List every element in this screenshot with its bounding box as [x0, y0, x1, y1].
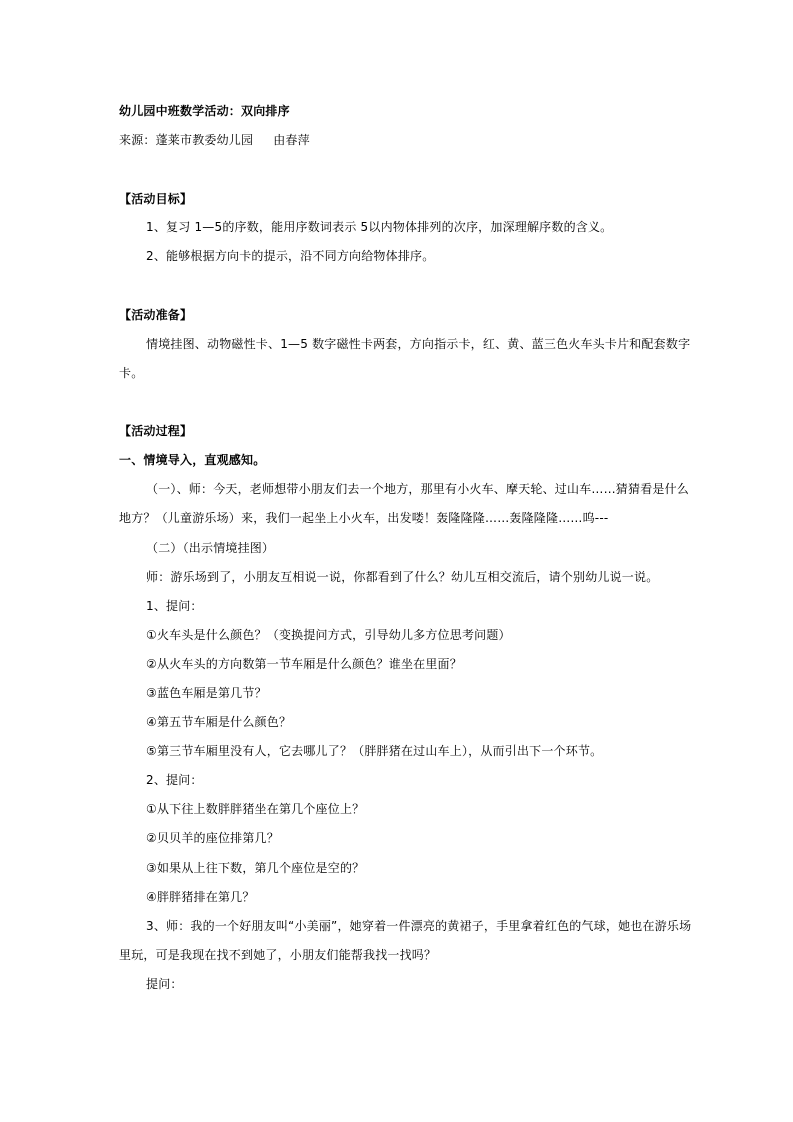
- goal-item-2: 2、能够根据方向卡的提示，沿不同方向给物体排序。: [146, 249, 435, 263]
- prep-heading: 【活动准备】: [119, 308, 193, 322]
- prep-line-2: 卡。: [119, 366, 144, 380]
- question-1-4: ④第五节车厢是什么颜色？: [146, 715, 292, 729]
- goal-item-1: 1、复习 1—5的序数，能用序数词表示 5以内物体排列的次序，加深理解序数的含义。: [146, 220, 613, 234]
- question-1-5: ⑤第三节车厢里没有人，它去哪儿了？（胖胖猪在过山车上），从而引出下一个环节。: [146, 744, 603, 758]
- question-2-4: ④胖胖猪排在第几？: [146, 890, 255, 904]
- teacher-line-1: 师：游乐场到了，小朋友互相说一说，你都看到了什么？幼儿互相交流后，请个别幼儿说一说。: [146, 570, 659, 584]
- friend-line-1: 3、师：我的一个好朋友叫“小美丽”，她穿着一件漂亮的黄裙子，手里拿着红色的气球，她也在游乐场: [146, 919, 692, 933]
- source-line: [119, 132, 310, 148]
- question-2-1: ①从下往上数胖胖猪坐在第几个座位上？: [146, 802, 365, 816]
- friend-line-2: 里玩，可是我现在找不到她了，小朋友们能帮我找一找吗？: [119, 948, 437, 962]
- intro-line-2: 地方？（儿童游乐场）来，我们一起坐上小火车，出发喽！轰隆隆隆……轰隆隆隆……呜---: [119, 511, 609, 525]
- source-label: 来源：蓬莱市教委幼儿园: [119, 133, 254, 147]
- question-heading-1: 1、提问：: [146, 599, 203, 613]
- question-1-1: ①火车头是什么颜色？（变换提问方式，引导幼儿多方位思考问题）: [146, 628, 511, 642]
- doc-title: 幼儿园中班数学活动：双向排序: [119, 104, 290, 118]
- question-1-3: ③蓝色车厢是第几节？: [146, 686, 267, 700]
- goals-heading: 【活动目标】: [119, 192, 193, 206]
- process-heading: 【活动过程】: [119, 424, 193, 438]
- question-heading-3: 提问：: [146, 977, 183, 991]
- question-heading-2: 2、提问：: [146, 773, 203, 787]
- author-name: 由春萍: [273, 133, 310, 147]
- section-heading-1: 一、情境导入，直观感知。: [119, 453, 266, 467]
- question-2-3: ③如果从上往下数，第几个座位是空的？: [146, 861, 365, 875]
- intro-line-1: （一）、师：今天，老师想带小朋友们去一个地方，那里有小火车、摩天轮、过山车……猜猜看是什么: [146, 482, 690, 496]
- prep-line-1: 情境挂图、动物磁性卡、1—5 数字磁性卡两套，方向指示卡，红、黄、蓝三色火车头卡片和配套数字: [146, 337, 691, 351]
- question-1-2: ②从火车头的方向数第一节车厢是什么颜色？谁坐在里面？: [146, 657, 462, 671]
- subsection-2: （二）（出示情境挂图）: [146, 541, 275, 555]
- question-2-2: ②贝贝羊的座位排第几？: [146, 831, 279, 845]
